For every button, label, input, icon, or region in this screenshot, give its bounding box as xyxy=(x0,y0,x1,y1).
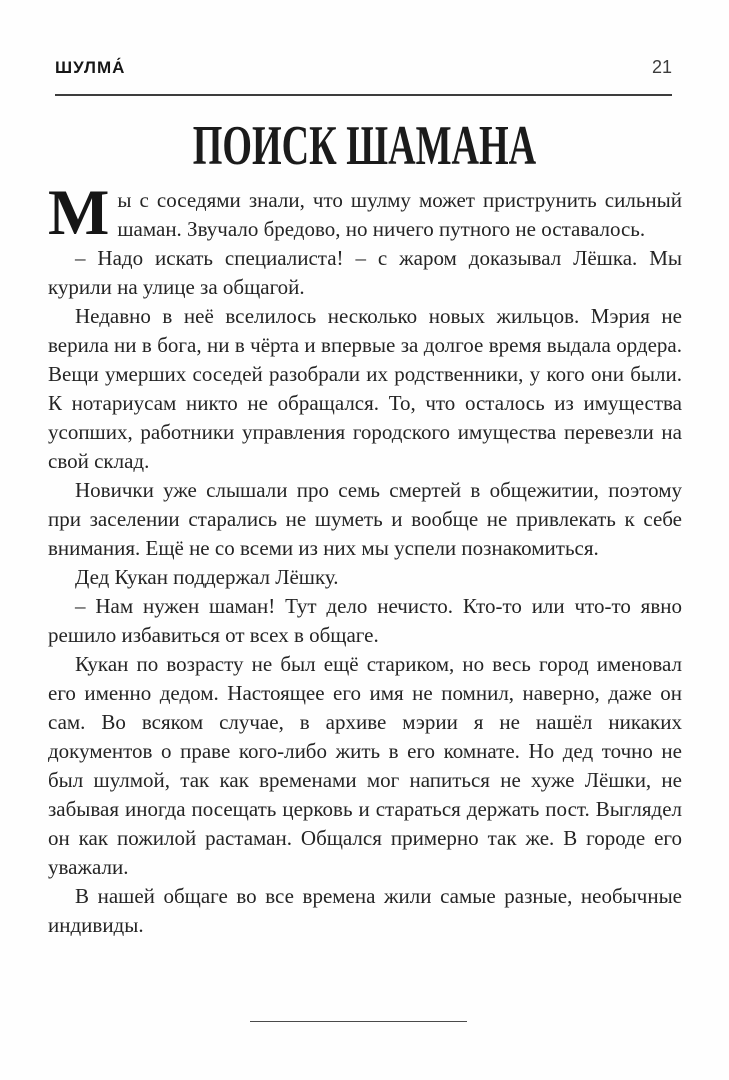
paragraph: Новички уже слышали про семь смертей в общежитии, поэтому при заселении старались не шуметь и вообще не привлекать к себе внимания. Ещё не со всеми из них мы успели познакомиться. xyxy=(48,478,682,560)
paragraph: Дед Кукан поддержал Лёшку. xyxy=(75,565,339,589)
paragraph: – Нам нужен шаман! Тут дело нечисто. Кто-то или что-то явно решило избавиться от всех в общаге. xyxy=(48,594,682,647)
paragraph-text: ы с соседями знали, что шулму может приструнить сильный шаман. Звучало бредово, но ничего путного не оставалось. xyxy=(117,188,682,241)
chapter-title xyxy=(0,116,729,176)
body-text xyxy=(48,177,682,940)
footer-divider xyxy=(250,1021,467,1022)
paragraph: Недавно в неё вселилось несколько новых жильцов. Мэрия не верила ни в бога, ни в чёрта и впервые за долгое время выдала ордера. Вещи умерших соседей разобрали их родственники, у кого они были. К нотариусам никто не обращался. То, что осталось из имущества усопших, работники управления городского имущества перевезли на свой склад. xyxy=(48,304,682,473)
running-title: ШУЛМА́ xyxy=(55,58,126,77)
paragraph: В нашей общаге во все времена жили самые разные, необычные индивиды. xyxy=(48,884,682,937)
page-header xyxy=(55,57,672,78)
drop-cap: М xyxy=(48,177,110,249)
header-rule xyxy=(55,94,672,96)
chapter-title-text: ПОИСК ШАМАНА xyxy=(192,115,537,177)
page-number: 21 xyxy=(651,57,672,77)
paragraph: – Надо искать специалиста! – с жаром доказывал Лёшка. Мы курили на улице за общагой. xyxy=(48,246,682,299)
paragraph: Кукан по возрасту не был ещё стариком, но весь город именовал его именно дедом. Настоящее его имя не помнил, наверно, даже он сам. Во всяком случае, в архиве мэрии я не нашёл никаких документов о праве кого-либо жить в его комнате. Но дед точно не был шулмой, так как временами мог напиться не хуже Лёшки, не забывая иногда посещать церковь и стараться держать пост. Выглядел он как пожилой растаман. Общался примерно так же. В городе его уважали. xyxy=(48,652,682,879)
paragraph xyxy=(48,177,682,249)
